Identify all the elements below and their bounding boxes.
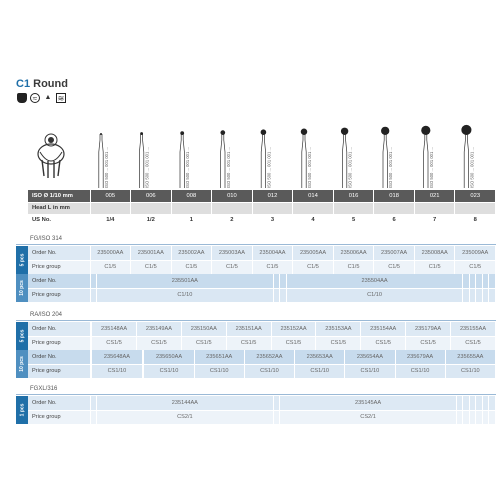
us-number-cell: 1: [171, 214, 212, 226]
head-length-cell: [455, 202, 496, 214]
price-label: Price group: [28, 336, 90, 350]
price-row: [28, 336, 496, 350]
us-number-cell: 6: [374, 214, 415, 226]
iso-code-label: ISO 500 ... 001 001 ...: [388, 147, 394, 188]
order-number-cell: 235003AA: [212, 246, 253, 260]
pack-block: [16, 246, 496, 274]
order-number-cell: 235655AA: [445, 350, 495, 364]
section-title: RA/ISO 204: [30, 312, 63, 318]
price-group-cell: CS1/5: [271, 336, 316, 350]
price-group-cell: C1/5: [212, 260, 253, 274]
head-length-cell: [252, 202, 293, 214]
pack-size-tab: [16, 246, 28, 274]
pack-size-tab: [16, 350, 28, 378]
bur-drawing: [99, 133, 109, 188]
bur-drawing: [461, 125, 474, 188]
us-number-cell: 5: [333, 214, 374, 226]
pack-block: [16, 396, 496, 424]
head-length-cell: [90, 202, 131, 214]
iso-code-label: ISO 500 ... 001 001 ...: [469, 147, 475, 188]
price-group-cell: C1/5: [171, 260, 212, 274]
pack-size-label: 10 pcs: [19, 356, 26, 372]
iso-size-cell: 008: [171, 190, 212, 202]
product-title: [16, 78, 68, 90]
us-number-label: US No.: [28, 214, 90, 226]
price-group-cell: CS1/5: [92, 336, 137, 350]
price-group-cell: CS1/5: [406, 336, 451, 350]
price-group-cell: C1/5: [333, 260, 374, 274]
price-row: [28, 260, 496, 274]
us-number-cell: 3: [252, 214, 293, 226]
us-number-cell: 7: [414, 214, 455, 226]
order-number-cell: 235006AA: [333, 246, 374, 260]
order-table: [28, 350, 496, 379]
order-number-cell: 235155AA: [451, 322, 496, 336]
order-number-cell: 235651AA: [194, 350, 244, 364]
section-title: FGXL/316: [30, 386, 58, 392]
iso-size-cell: 014: [293, 190, 334, 202]
price-group-cell: C1/5: [293, 260, 334, 274]
order-number-cell: 235653AA: [295, 350, 345, 364]
price-row: [28, 288, 496, 302]
pack-size-tab: [16, 322, 28, 350]
price-group-cell: CS1/5: [226, 336, 271, 350]
price-group-cell: CS1/5: [181, 336, 226, 350]
order-number-cell: 235504AA: [286, 274, 463, 288]
head-length-cell: [333, 202, 374, 214]
price-row: [28, 364, 496, 378]
bur-drawing: [421, 126, 434, 188]
pack-block: [16, 322, 496, 350]
price-group-cell: CS1/10: [144, 364, 194, 378]
bur-drawing: [180, 131, 190, 188]
price-group-cell: CS1/10: [92, 364, 142, 378]
iso-code-label: ISO 500 ... 001 001 ...: [185, 147, 191, 188]
iso-size-cell: 016: [333, 190, 374, 202]
price-group-cell: [489, 288, 496, 302]
price-label: Price group: [28, 364, 90, 378]
price-group-cell: CS1/5: [316, 336, 361, 350]
order-number-cell: 235008AA: [414, 246, 455, 260]
bur-drawing: [261, 129, 272, 188]
order-number-cell: 235152AA: [271, 322, 316, 336]
order-number-cell: 235005AA: [293, 246, 334, 260]
order-number-cell: 235149AA: [137, 322, 182, 336]
head-length-cell: [293, 202, 334, 214]
order-row: [28, 274, 496, 288]
order-number-cell: 235179AA: [406, 322, 451, 336]
bur-drawings: [28, 122, 496, 192]
order-row: [28, 322, 496, 336]
order-table: [28, 246, 496, 275]
price-label: Price group: [28, 410, 90, 424]
order-number-cell: 235004AA: [252, 246, 293, 260]
price-group-cell: [489, 410, 496, 424]
iso-size-cell: 006: [131, 190, 172, 202]
iso-code-label: ISO 500 ... 001 001 ...: [144, 147, 150, 188]
price-group-cell: CS1/10: [194, 364, 244, 378]
iso-code-label: ISO 500 ... 001 001 ...: [266, 147, 272, 188]
product-name: Round: [33, 78, 68, 90]
order-number-cell: 235144AA: [97, 396, 274, 410]
iso-size-cell: 005: [90, 190, 131, 202]
order-label: Order No.: [28, 274, 90, 288]
us-number-row: [28, 214, 496, 226]
price-group-cell: CS1/5: [137, 336, 182, 350]
order-label: Order No.: [28, 396, 90, 410]
sterilizable-icon: ≋: [57, 94, 65, 103]
pack-size-tab: [16, 396, 28, 424]
spec-header-table: [28, 190, 496, 227]
order-number-cell: 235650AA: [144, 350, 194, 364]
order-number-cell: 235148AA: [92, 322, 137, 336]
iso-code-label: ISO 500 ... 001 001 ...: [225, 147, 231, 188]
price-group-cell: CS2/1: [97, 410, 274, 424]
section-title: FG/ISO 314: [30, 236, 63, 242]
price-group-cell: CS1/10: [445, 364, 495, 378]
us-number-cell: 4: [293, 214, 334, 226]
product-code: C1: [16, 78, 31, 90]
order-label: Order No.: [28, 246, 90, 260]
handpiece-scale-icon: [34, 130, 68, 182]
order-row: [28, 350, 496, 364]
price-group-cell: C1/5: [414, 260, 455, 274]
iso-size-cell: 021: [414, 190, 455, 202]
price-group-cell: CS1/10: [395, 364, 445, 378]
bur-drawing: [301, 129, 312, 189]
order-number-cell: 235154AA: [361, 322, 406, 336]
bur-drawing: [220, 130, 230, 188]
iso-size-cell: 010: [212, 190, 253, 202]
order-number-cell: 235652AA: [244, 350, 294, 364]
price-group-cell: CS1/10: [295, 364, 345, 378]
order-table: [28, 322, 496, 351]
price-group-cell: CS1/5: [361, 336, 406, 350]
head-length-cell: [374, 202, 415, 214]
tooth-icon: [17, 93, 27, 103]
iso-code-label: ISO 500 ... 001 001 ...: [104, 147, 109, 188]
section-divider: [16, 244, 496, 245]
bur-drawing: [341, 128, 353, 188]
order-number-cell: 235151AA: [226, 322, 271, 336]
pack-size-label: 10 pcs: [19, 280, 26, 296]
head-length-cell: [131, 202, 172, 214]
price-group-cell: CS2/1: [280, 410, 457, 424]
iso-size-row: [28, 190, 496, 202]
price-label: Price group: [28, 288, 90, 302]
us-number-cell: 8: [455, 214, 496, 226]
order-number-cell: [489, 274, 496, 288]
head-length-cell: [414, 202, 455, 214]
pack-block: [16, 274, 496, 302]
price-group-cell: C1/5: [374, 260, 415, 274]
us-number-cell: 1/2: [131, 214, 172, 226]
pack-size-label: 5 pcs: [19, 329, 26, 343]
price-group-cell: C1/5: [455, 260, 496, 274]
pack-block: [16, 350, 496, 378]
pack-size-label: 5 pcs: [19, 253, 26, 267]
us-number-cell: 2: [212, 214, 253, 226]
order-number-cell: 235001AA: [131, 246, 172, 260]
pack-size-label: 1 pcs: [19, 403, 26, 417]
head-length-label: Head L in mm: [28, 202, 90, 214]
price-group-cell: CS1/10: [345, 364, 395, 378]
order-number-cell: 235501AA: [97, 274, 274, 288]
iso-size-cell: 023: [455, 190, 496, 202]
order-number-cell: 235000AA: [90, 246, 131, 260]
price-group-cell: C1/10: [97, 288, 274, 302]
iso-size-label: ISO Ø 1/10 mm: [28, 190, 90, 202]
order-row: [28, 396, 496, 410]
order-number-cell: 235145AA: [280, 396, 457, 410]
order-number-cell: 235648AA: [92, 350, 142, 364]
order-label: Order No.: [28, 322, 90, 336]
price-group-cell: CS1/5: [451, 336, 496, 350]
order-number-cell: [489, 396, 496, 410]
order-row: [28, 246, 496, 260]
us-number-cell: 1/4: [90, 214, 131, 226]
head-length-cell: [212, 202, 253, 214]
spray-icon: ≈: [30, 93, 40, 103]
order-table: [28, 274, 496, 303]
order-number-cell: 235150AA: [181, 322, 226, 336]
section-divider: [16, 394, 496, 395]
price-group-cell: C1/10: [286, 288, 463, 302]
rpm-icon: ▲: [44, 94, 52, 101]
pack-size-tab: [16, 274, 28, 302]
order-number-cell: 235153AA: [316, 322, 361, 336]
iso-code-label: ISO 500 ... 001 001 ...: [307, 147, 312, 188]
head-length-cell: [171, 202, 212, 214]
order-number-cell: 235009AA: [455, 246, 496, 260]
order-number-cell: 235007AA: [374, 246, 415, 260]
price-row: [28, 410, 496, 424]
price-group-cell: C1/5: [252, 260, 293, 274]
price-label: Price group: [28, 260, 90, 274]
price-group-cell: C1/5: [90, 260, 131, 274]
feature-icons: [17, 93, 66, 103]
order-table: [28, 396, 496, 425]
order-number-cell: 235654AA: [345, 350, 395, 364]
order-label: Order No.: [28, 350, 90, 364]
bur-drawing: [139, 132, 149, 188]
iso-code-label: ISO 500 ... 001 001 ...: [347, 147, 353, 188]
iso-size-cell: 012: [252, 190, 293, 202]
order-number-cell: 235002AA: [171, 246, 212, 260]
price-group-cell: CS1/10: [244, 364, 294, 378]
order-number-cell: 235679AA: [395, 350, 445, 364]
iso-size-cell: 018: [374, 190, 415, 202]
iso-code-label: ISO 500 ... 001 001 ...: [428, 147, 434, 188]
price-group-cell: C1/5: [131, 260, 172, 274]
bur-drawing: [381, 127, 393, 188]
section-divider: [16, 320, 496, 321]
head-length-row: [28, 202, 496, 214]
